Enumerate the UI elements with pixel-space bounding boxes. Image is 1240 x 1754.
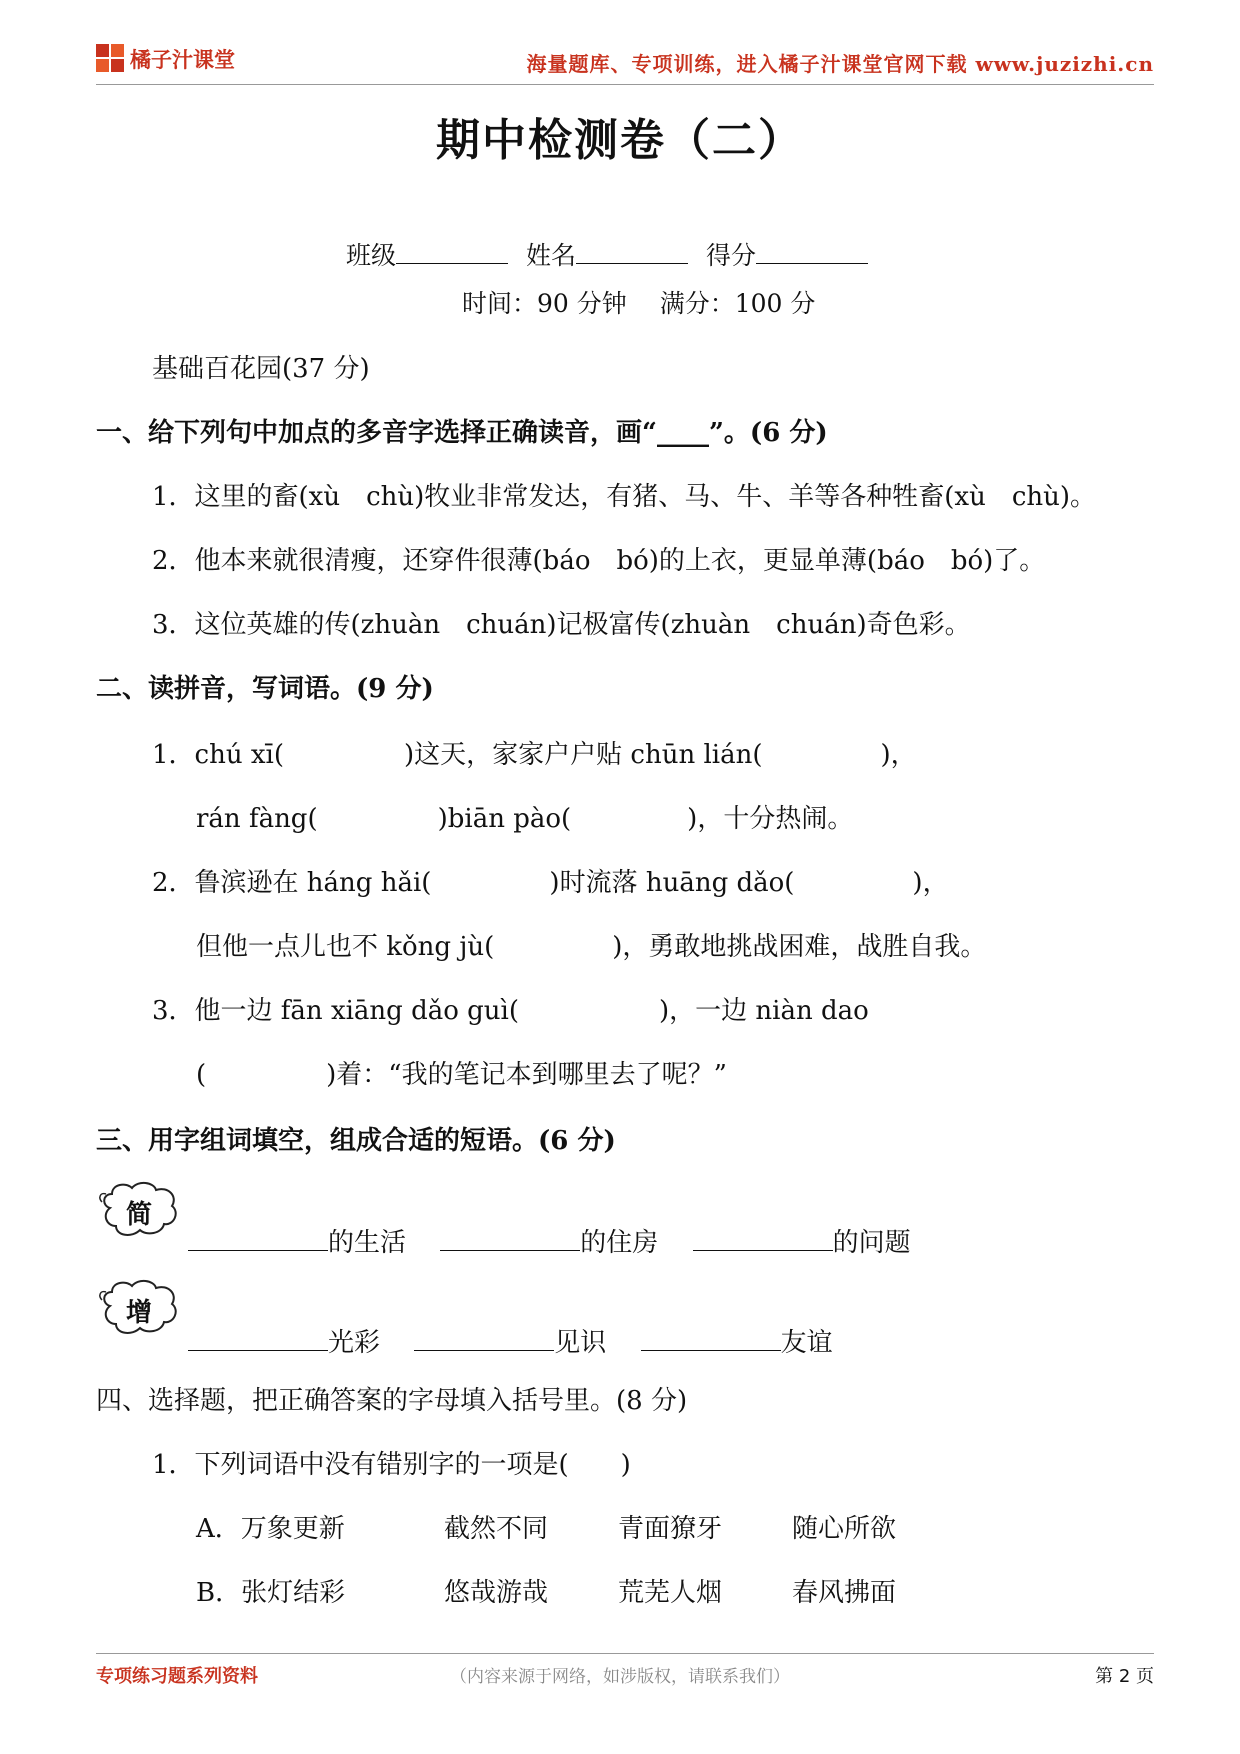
q2-item-3b: ( )着：“我的笔记本到哪里去了呢？” — [196, 1060, 727, 1090]
q3-row-1: 的生活 的住房 的问题 — [188, 1222, 911, 1259]
q3-char-1: 简 — [126, 1200, 153, 1230]
score-label: 得分 — [705, 241, 756, 270]
score-field[interactable] — [756, 239, 868, 264]
q4-option-b-3: 荒芜人烟 — [618, 1578, 723, 1608]
q4-option-a-3: 青面獠牙 — [618, 1514, 723, 1544]
class-field[interactable] — [396, 239, 508, 264]
q4-option-a-1: A．万象更新 — [196, 1514, 345, 1544]
answer-blank[interactable] — [693, 1225, 833, 1251]
page-number: 第 2 页 — [1095, 1666, 1154, 1687]
q2-heading: 二、读拼音，写词语。(9 分) — [96, 674, 434, 704]
q4-option-b-1: B．张灯结彩 — [196, 1578, 346, 1608]
q2-item-2b: 但他一点儿也不 kǒng jù( )，勇敢地挑战困难，战胜自我。 — [196, 932, 987, 962]
answer-blank[interactable] — [440, 1225, 580, 1251]
q3-heading: 三、用字组词填空，组成合适的短语。(6 分) — [96, 1126, 616, 1156]
answer-blank[interactable] — [641, 1325, 781, 1351]
student-info-line — [346, 236, 868, 272]
name-label: 姓名 — [525, 241, 576, 270]
footer-copyright-note: （内容来源于网络，如涉版权，请联系我们） — [450, 1667, 790, 1687]
brand-logo-icon — [96, 44, 126, 74]
time-score-line: 时间：90 分钟 满分：100 分 — [462, 289, 816, 318]
part-heading: 基础百花园(37 分) — [152, 354, 370, 384]
name-field[interactable] — [576, 239, 688, 264]
page-title: 期中检测卷（二） — [436, 115, 804, 166]
q4-option-b-4: 春风拂面 — [792, 1578, 897, 1608]
q1-item-1: 1．这里的畜(xù chù)牧业非常发达，有猪、马、牛、羊等各种牲畜(xù chù)。 — [152, 482, 1097, 512]
q2-item-1b: rán fàng( )biān pào( )，十分热闹。 — [196, 804, 854, 834]
answer-blank[interactable] — [188, 1225, 328, 1251]
q2-item-3a: 3．他一边 fān xiāng dǎo guì( )，一边 niàn dao — [152, 996, 869, 1026]
q2-item-2a: 2．鲁滨逊在 háng hǎi( )时流落 huāng dǎo( )， — [152, 868, 949, 898]
answer-blank[interactable] — [414, 1325, 554, 1351]
q1-item-3: 3．这位英雄的传(zhuàn chuán)记极富传(zhuàn chuán)奇色彩。 — [152, 610, 971, 640]
q1-heading: 一、给下列句中加点的多音字选择正确读音，画“____”。(6 分) — [96, 418, 828, 448]
answer-blank[interactable] — [188, 1325, 328, 1351]
class-label: 班级 — [346, 241, 397, 270]
q3-char-2: 增 — [126, 1298, 153, 1328]
header-divider — [96, 84, 1154, 85]
q1-item-2: 2．他本来就很清瘦，还穿件很薄(báo bó)的上衣，更显单薄(báo bó)了。 — [152, 546, 1046, 576]
footer-divider — [96, 1653, 1154, 1654]
q4-option-a-2: 截然不同 — [444, 1514, 549, 1544]
q3-row-2: 光彩 见识 友谊 — [188, 1322, 833, 1359]
header-slogan: 海量题库、专项训练，进入橘子汁课堂官网下载 www.juzizhi.cn — [526, 52, 1154, 76]
q4-item-1: 1．下列词语中没有错别字的一项是( ) — [152, 1450, 631, 1480]
brand-name: 橘子汁课堂 — [130, 48, 235, 72]
q2-item-1a: 1．chú xī( )这天，家家户户贴 chūn lián( )， — [152, 740, 917, 770]
q4-option-b-2: 悠哉游哉 — [444, 1578, 549, 1608]
q4-option-a-4: 随心所欲 — [792, 1514, 897, 1544]
q4-heading: 四、选择题，把正确答案的字母填入括号里。(8 分) — [96, 1386, 688, 1416]
footer-series-label: 专项练习题系列资料 — [96, 1666, 258, 1687]
